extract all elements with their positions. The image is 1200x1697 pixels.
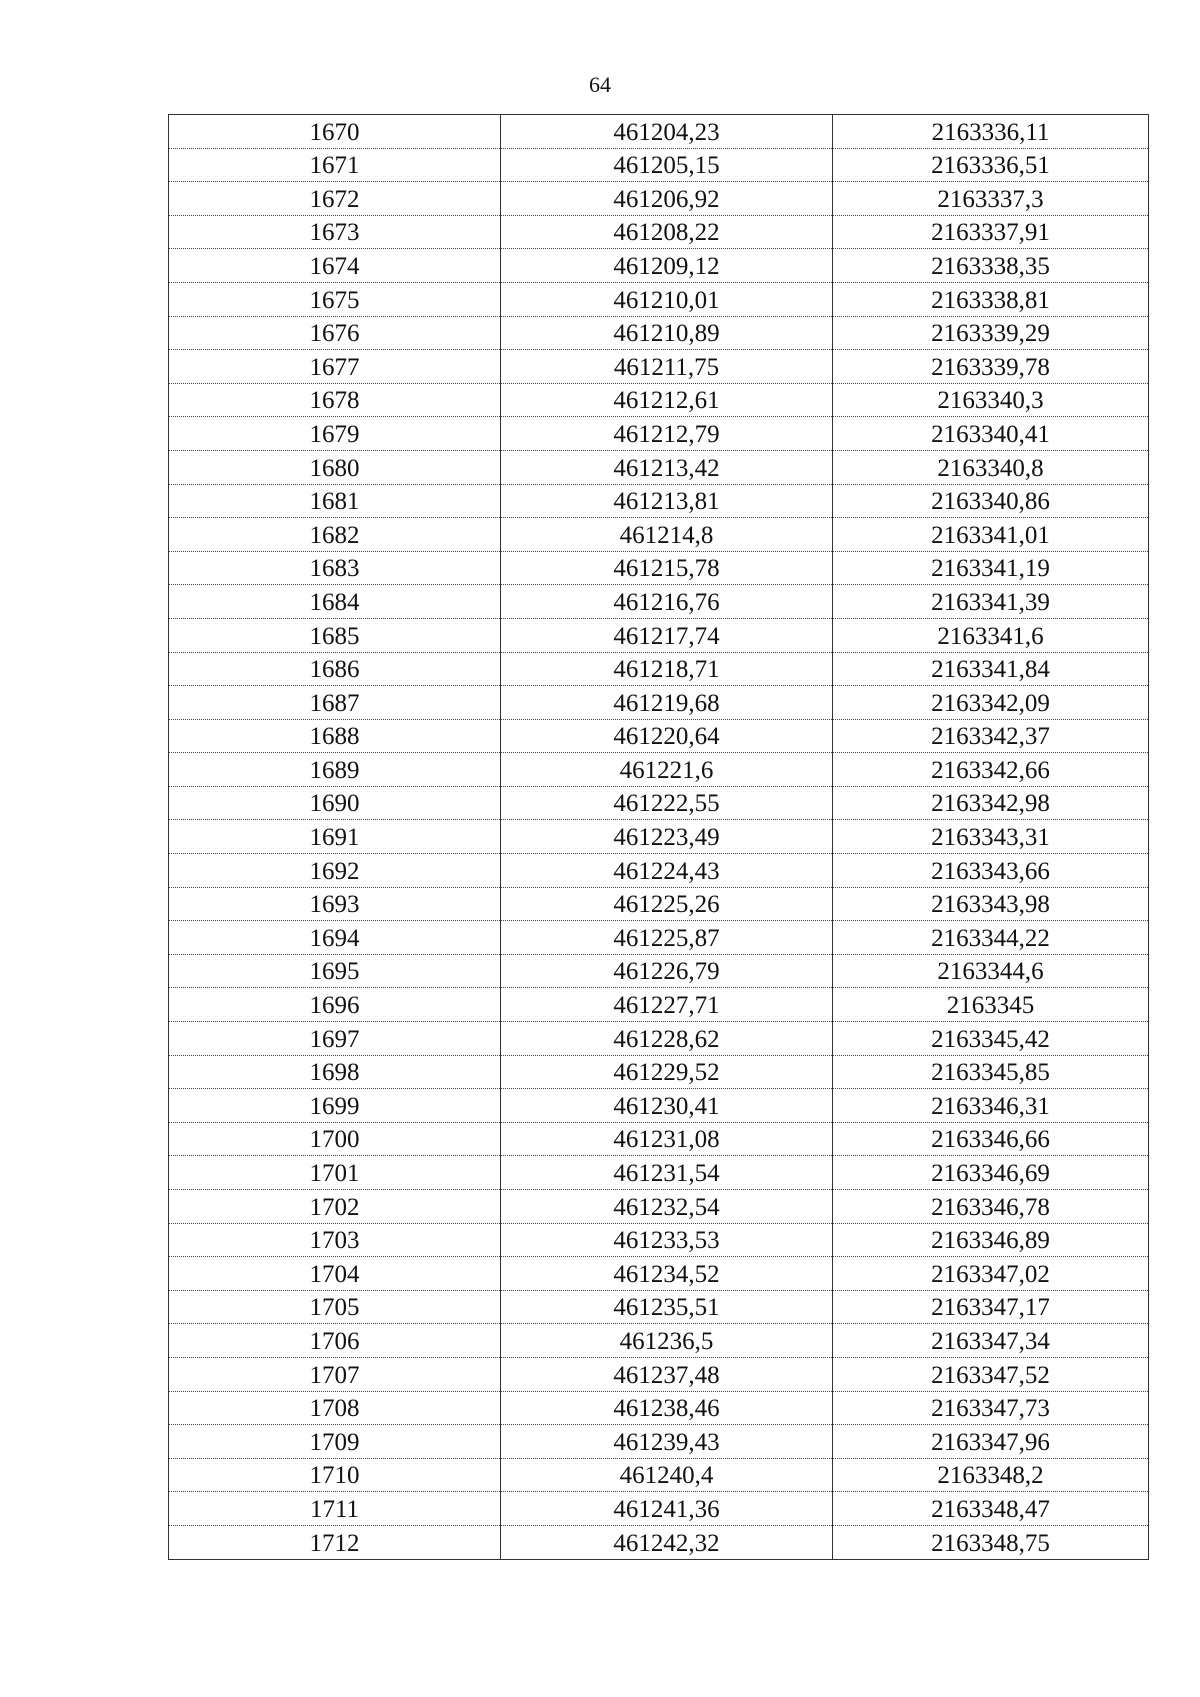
y-coordinate-cell: 2163342,98	[833, 786, 1149, 820]
point-number-cell: 1674	[169, 249, 501, 283]
table-row	[169, 417, 1149, 451]
point-number-cell: 1672	[169, 182, 501, 216]
table-row	[169, 1290, 1149, 1324]
point-number-cell: 1693	[169, 887, 501, 921]
x-coordinate-cell: 461234,52	[501, 1257, 833, 1291]
point-number-cell: 1687	[169, 686, 501, 720]
table-row	[169, 484, 1149, 518]
point-number-cell: 1699	[169, 1089, 501, 1123]
x-coordinate-cell: 461219,68	[501, 686, 833, 720]
point-number-cell: 1680	[169, 450, 501, 484]
point-number-cell: 1678	[169, 383, 501, 417]
y-coordinate-cell: 2163345,42	[833, 1022, 1149, 1056]
x-coordinate-cell: 461220,64	[501, 719, 833, 753]
point-number-cell: 1698	[169, 1055, 501, 1089]
coordinates-table-body	[169, 115, 1149, 1560]
table-row	[169, 182, 1149, 216]
table-row	[169, 1492, 1149, 1526]
y-coordinate-cell: 2163348,2	[833, 1458, 1149, 1492]
point-number-cell: 1683	[169, 551, 501, 585]
page-number: 64	[589, 72, 611, 97]
point-number-cell: 1702	[169, 1190, 501, 1224]
x-coordinate-cell: 461210,89	[501, 316, 833, 350]
point-number-cell: 1708	[169, 1391, 501, 1425]
point-number-cell: 1675	[169, 282, 501, 316]
y-coordinate-cell: 2163341,19	[833, 551, 1149, 585]
y-coordinate-cell: 2163346,31	[833, 1089, 1149, 1123]
x-coordinate-cell: 461230,41	[501, 1089, 833, 1123]
y-coordinate-cell: 2163336,51	[833, 148, 1149, 182]
table-row	[169, 1223, 1149, 1257]
point-number-cell: 1707	[169, 1357, 501, 1391]
x-coordinate-cell: 461242,32	[501, 1525, 833, 1559]
point-number-cell: 1688	[169, 719, 501, 753]
x-coordinate-cell: 461214,8	[501, 518, 833, 552]
point-number-cell: 1670	[169, 115, 501, 149]
y-coordinate-cell: 2163344,22	[833, 921, 1149, 955]
point-number-cell: 1692	[169, 854, 501, 888]
y-coordinate-cell: 2163339,78	[833, 350, 1149, 384]
x-coordinate-cell: 461205,15	[501, 148, 833, 182]
point-number-cell: 1671	[169, 148, 501, 182]
table-row	[169, 551, 1149, 585]
point-number-cell: 1695	[169, 954, 501, 988]
table-row	[169, 618, 1149, 652]
y-coordinate-cell: 2163339,29	[833, 316, 1149, 350]
y-coordinate-cell: 2163346,89	[833, 1223, 1149, 1257]
table-row	[169, 1190, 1149, 1224]
x-coordinate-cell: 461236,5	[501, 1324, 833, 1358]
point-number-cell: 1694	[169, 921, 501, 955]
x-coordinate-cell: 461229,52	[501, 1055, 833, 1089]
table-row	[169, 1425, 1149, 1459]
x-coordinate-cell: 461238,46	[501, 1391, 833, 1425]
y-coordinate-cell: 2163338,35	[833, 249, 1149, 283]
point-number-cell: 1712	[169, 1525, 501, 1559]
table-row	[169, 383, 1149, 417]
point-number-cell: 1676	[169, 316, 501, 350]
y-coordinate-cell: 2163341,01	[833, 518, 1149, 552]
table-row	[169, 450, 1149, 484]
table-row	[169, 719, 1149, 753]
y-coordinate-cell: 2163336,11	[833, 115, 1149, 149]
table-row	[169, 887, 1149, 921]
x-coordinate-cell: 461209,12	[501, 249, 833, 283]
table-row	[169, 954, 1149, 988]
point-number-cell: 1684	[169, 585, 501, 619]
x-coordinate-cell: 461231,08	[501, 1122, 833, 1156]
y-coordinate-cell: 2163346,69	[833, 1156, 1149, 1190]
y-coordinate-cell: 2163346,78	[833, 1190, 1149, 1224]
y-coordinate-cell: 2163341,84	[833, 652, 1149, 686]
x-coordinate-cell: 461206,92	[501, 182, 833, 216]
y-coordinate-cell: 2163343,31	[833, 820, 1149, 854]
y-coordinate-cell: 2163342,66	[833, 753, 1149, 787]
point-number-cell: 1689	[169, 753, 501, 787]
x-coordinate-cell: 461226,79	[501, 954, 833, 988]
y-coordinate-cell: 2163347,02	[833, 1257, 1149, 1291]
table-row	[169, 820, 1149, 854]
table-row	[169, 1257, 1149, 1291]
table-row	[169, 1122, 1149, 1156]
y-coordinate-cell: 2163340,8	[833, 450, 1149, 484]
x-coordinate-cell: 461232,54	[501, 1190, 833, 1224]
point-number-cell: 1677	[169, 350, 501, 384]
x-coordinate-cell: 461237,48	[501, 1357, 833, 1391]
table-row	[169, 215, 1149, 249]
table-row	[169, 1055, 1149, 1089]
x-coordinate-cell: 461216,76	[501, 585, 833, 619]
point-number-cell: 1710	[169, 1458, 501, 1492]
y-coordinate-cell: 2163345,85	[833, 1055, 1149, 1089]
point-number-cell: 1696	[169, 988, 501, 1022]
point-number-cell: 1681	[169, 484, 501, 518]
point-number-cell: 1711	[169, 1492, 501, 1526]
y-coordinate-cell: 2163347,96	[833, 1425, 1149, 1459]
x-coordinate-cell: 461210,01	[501, 282, 833, 316]
y-coordinate-cell: 2163338,81	[833, 282, 1149, 316]
x-coordinate-cell: 461218,71	[501, 652, 833, 686]
x-coordinate-cell: 461225,87	[501, 921, 833, 955]
point-number-cell: 1685	[169, 618, 501, 652]
x-coordinate-cell: 461227,71	[501, 988, 833, 1022]
point-number-cell: 1691	[169, 820, 501, 854]
table-row	[169, 282, 1149, 316]
table-row	[169, 921, 1149, 955]
x-coordinate-cell: 461215,78	[501, 551, 833, 585]
table-row	[169, 350, 1149, 384]
y-coordinate-cell: 2163347,34	[833, 1324, 1149, 1358]
y-coordinate-cell: 2163348,75	[833, 1525, 1149, 1559]
table-row	[169, 988, 1149, 1022]
x-coordinate-cell: 461240,4	[501, 1458, 833, 1492]
x-coordinate-cell: 461221,6	[501, 753, 833, 787]
table-row	[169, 1089, 1149, 1123]
x-coordinate-cell: 461213,81	[501, 484, 833, 518]
y-coordinate-cell: 2163346,66	[833, 1122, 1149, 1156]
y-coordinate-cell: 2163344,6	[833, 954, 1149, 988]
point-number-cell: 1706	[169, 1324, 501, 1358]
table-row	[169, 786, 1149, 820]
table-row	[169, 115, 1149, 149]
x-coordinate-cell: 461213,42	[501, 450, 833, 484]
point-number-cell: 1704	[169, 1257, 501, 1291]
point-number-cell: 1705	[169, 1290, 501, 1324]
table-row	[169, 1022, 1149, 1056]
y-coordinate-cell: 2163348,47	[833, 1492, 1149, 1526]
point-number-cell: 1679	[169, 417, 501, 451]
table-row	[169, 1525, 1149, 1559]
x-coordinate-cell: 461239,43	[501, 1425, 833, 1459]
point-number-cell: 1690	[169, 786, 501, 820]
table-row	[169, 249, 1149, 283]
point-number-cell: 1682	[169, 518, 501, 552]
point-number-cell: 1709	[169, 1425, 501, 1459]
x-coordinate-cell: 461212,61	[501, 383, 833, 417]
x-coordinate-cell: 461241,36	[501, 1492, 833, 1526]
x-coordinate-cell: 461204,23	[501, 115, 833, 149]
x-coordinate-cell: 461212,79	[501, 417, 833, 451]
x-coordinate-cell: 461235,51	[501, 1290, 833, 1324]
table-row	[169, 652, 1149, 686]
table-row	[169, 316, 1149, 350]
table-row	[169, 854, 1149, 888]
table-row	[169, 1458, 1149, 1492]
table-row	[169, 753, 1149, 787]
table-row	[169, 518, 1149, 552]
y-coordinate-cell: 2163347,73	[833, 1391, 1149, 1425]
y-coordinate-cell: 2163343,66	[833, 854, 1149, 888]
y-coordinate-cell: 2163342,09	[833, 686, 1149, 720]
point-number-cell: 1703	[169, 1223, 501, 1257]
y-coordinate-cell: 2163340,3	[833, 383, 1149, 417]
table-row	[169, 1324, 1149, 1358]
y-coordinate-cell: 2163341,39	[833, 585, 1149, 619]
point-number-cell: 1673	[169, 215, 501, 249]
table-row	[169, 1156, 1149, 1190]
table-row	[169, 148, 1149, 182]
y-coordinate-cell: 2163347,52	[833, 1357, 1149, 1391]
x-coordinate-cell: 461223,49	[501, 820, 833, 854]
y-coordinate-cell: 2163345	[833, 988, 1149, 1022]
y-coordinate-cell: 2163340,41	[833, 417, 1149, 451]
table-row	[169, 1391, 1149, 1425]
table-row	[169, 1357, 1149, 1391]
x-coordinate-cell: 461211,75	[501, 350, 833, 384]
table-row	[169, 686, 1149, 720]
y-coordinate-cell: 2163340,86	[833, 484, 1149, 518]
x-coordinate-cell: 461224,43	[501, 854, 833, 888]
table-row	[169, 585, 1149, 619]
y-coordinate-cell: 2163347,17	[833, 1290, 1149, 1324]
y-coordinate-cell: 2163342,37	[833, 719, 1149, 753]
point-number-cell: 1686	[169, 652, 501, 686]
x-coordinate-cell: 461217,74	[501, 618, 833, 652]
x-coordinate-cell: 461231,54	[501, 1156, 833, 1190]
y-coordinate-cell: 2163337,91	[833, 215, 1149, 249]
point-number-cell: 1697	[169, 1022, 501, 1056]
y-coordinate-cell: 2163341,6	[833, 618, 1149, 652]
x-coordinate-cell: 461233,53	[501, 1223, 833, 1257]
x-coordinate-cell: 461228,62	[501, 1022, 833, 1056]
point-number-cell: 1701	[169, 1156, 501, 1190]
x-coordinate-cell: 461222,55	[501, 786, 833, 820]
x-coordinate-cell: 461225,26	[501, 887, 833, 921]
y-coordinate-cell: 2163337,3	[833, 182, 1149, 216]
y-coordinate-cell: 2163343,98	[833, 887, 1149, 921]
coordinates-table	[168, 114, 1149, 1560]
point-number-cell: 1700	[169, 1122, 501, 1156]
x-coordinate-cell: 461208,22	[501, 215, 833, 249]
